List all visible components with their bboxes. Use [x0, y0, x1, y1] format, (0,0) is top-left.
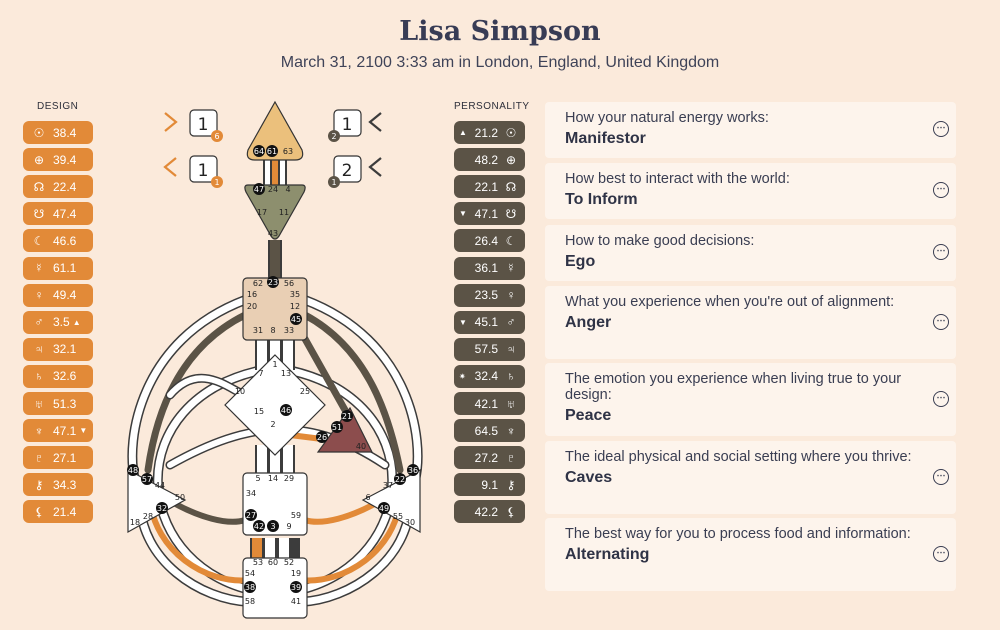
- gate-number: 61: [266, 147, 278, 156]
- activation-value: 47.4: [53, 206, 77, 221]
- gate-number: 52: [283, 558, 295, 567]
- personality-activation[interactable]: [454, 446, 525, 469]
- activation-marker: ▼: [459, 317, 467, 327]
- design-activation[interactable]: [23, 365, 93, 388]
- gate-number: 4: [285, 185, 291, 194]
- insight-card[interactable]: [545, 518, 956, 591]
- gate-number: 57: [141, 475, 153, 484]
- gate-number: 15: [253, 407, 265, 416]
- page-title: Lisa Simpson: [399, 16, 601, 47]
- insight-card[interactable]: [545, 441, 956, 514]
- activation-value: 34.3: [53, 477, 77, 492]
- activation-value: 47.1: [53, 423, 77, 438]
- planet-icon: ♄: [506, 369, 516, 384]
- gate-number: 41: [290, 597, 302, 606]
- more-options-icon[interactable]: ⋯: [933, 182, 949, 198]
- gate-number: 17: [256, 208, 268, 217]
- design-activation[interactable]: [23, 202, 93, 225]
- more-options-icon[interactable]: ⋯: [933, 469, 949, 485]
- chevron-right-icon: [165, 113, 176, 131]
- gate-number: 2: [270, 420, 276, 429]
- gate-number: 60: [267, 558, 279, 567]
- activation-value: 46.6: [53, 233, 77, 248]
- activation-value: 36.1: [474, 261, 498, 275]
- planet-icon: ♃: [506, 342, 516, 357]
- gate-number: 1: [272, 360, 278, 369]
- gate-number: 20: [246, 302, 258, 311]
- design-activation[interactable]: [23, 257, 93, 280]
- design-activation[interactable]: [23, 392, 93, 415]
- card-answer: Alternating: [565, 546, 650, 563]
- planet-icon: ⚸: [506, 504, 516, 519]
- activation-value: 21.4: [53, 504, 77, 519]
- design-activation[interactable]: [23, 148, 93, 171]
- activation-value: 47.1: [474, 206, 498, 221]
- card-answer: Anger: [565, 314, 612, 331]
- activation-marker: ▼: [79, 426, 88, 436]
- activation-value: 32.6: [53, 369, 77, 384]
- gate-number: 48: [127, 466, 139, 475]
- activation-value: 42.1: [474, 396, 498, 411]
- gate-number: 30: [404, 518, 416, 527]
- gate-number: 10: [234, 387, 246, 396]
- activation-value: 45.1: [474, 315, 498, 330]
- gate-number: 45: [290, 315, 302, 324]
- card-question: How your natural energy works:: [565, 110, 769, 126]
- insight-card[interactable]: [545, 363, 956, 436]
- gate-number: 51: [331, 423, 343, 432]
- gate-number: 9: [286, 522, 292, 531]
- design-activation[interactable]: [23, 419, 93, 442]
- card-answer: Caves: [565, 469, 613, 486]
- design-activation[interactable]: [23, 284, 93, 307]
- personality-activation[interactable]: [454, 284, 525, 307]
- birth-info: March 31, 2100 3:33 am in London, England, United Kingdom: [280, 54, 720, 71]
- gate-number: 56: [283, 279, 295, 288]
- gate-number: 38: [244, 583, 256, 592]
- personality-column-label: PERSONALITY: [454, 101, 530, 112]
- bodygraph: [110, 95, 440, 625]
- gate-number: 19: [290, 569, 302, 578]
- planet-icon: ☿: [34, 261, 44, 275]
- design-activation[interactable]: [23, 175, 93, 198]
- gate-number: 7: [258, 369, 264, 378]
- planet-icon: ♂: [34, 315, 44, 330]
- planet-icon: ♂: [506, 315, 516, 330]
- card-answer: Peace: [565, 407, 612, 424]
- activation-value: 32.4: [474, 369, 498, 384]
- personality-activation[interactable]: [454, 311, 525, 334]
- gate-number: 27: [245, 511, 257, 520]
- activation-value: 3.5: [53, 315, 70, 330]
- activation-value: 21.2: [474, 125, 498, 140]
- design-activation[interactable]: [23, 311, 93, 334]
- planet-icon: ☾: [505, 233, 517, 248]
- gate-number: 28: [142, 512, 154, 521]
- gate-number: 47: [253, 185, 265, 194]
- activation-marker: ✷: [459, 371, 466, 381]
- gate-number: 23: [267, 278, 279, 287]
- gate-number: 42: [253, 522, 265, 531]
- personality-activation[interactable]: [454, 229, 525, 252]
- gate-number: 49: [378, 504, 390, 513]
- design-activation[interactable]: [23, 500, 93, 523]
- planet-icon: ☊: [33, 179, 45, 194]
- design-activation[interactable]: [23, 473, 93, 496]
- chevron-left-icon: [370, 158, 381, 176]
- activation-value: 57.5: [474, 342, 498, 357]
- personality-activation[interactable]: [454, 392, 525, 415]
- design-activation[interactable]: [23, 338, 93, 361]
- more-options-icon[interactable]: ⋯: [933, 391, 949, 407]
- gate-number: 37: [382, 481, 394, 490]
- gate-number: 22: [394, 475, 406, 484]
- planet-icon: ⚷: [506, 477, 516, 492]
- design-activation[interactable]: [23, 229, 93, 252]
- gate-number: 40: [355, 442, 367, 451]
- activation-marker: ▲: [459, 128, 467, 137]
- svg-text:1: 1: [197, 115, 209, 135]
- variable-bottom-left: [190, 156, 223, 188]
- variable-top-right: [328, 110, 361, 142]
- personality-activation[interactable]: [454, 121, 525, 144]
- card-answer: To Inform: [565, 191, 638, 208]
- card-question: How to make good decisions:: [565, 233, 755, 249]
- card-answer: Ego: [565, 253, 596, 270]
- more-options-icon[interactable]: ⋯: [933, 121, 949, 137]
- planet-icon: ♀: [506, 288, 516, 303]
- gate-number: 5: [255, 474, 261, 483]
- planet-icon: ☾: [33, 233, 45, 248]
- gate-number: 44: [154, 481, 166, 490]
- insight-card[interactable]: [545, 286, 956, 359]
- planet-icon: ♄: [34, 369, 44, 384]
- planet-icon: ♇: [506, 450, 516, 465]
- gate-number: 14: [267, 474, 279, 483]
- card-question: What you experience when you're out of alignment:: [565, 294, 895, 310]
- design-activation[interactable]: [23, 446, 93, 469]
- activation-value: 27.1: [53, 450, 77, 465]
- gate-number: 16: [246, 290, 258, 299]
- gate-number: 54: [244, 569, 256, 578]
- more-options-icon[interactable]: ⋯: [933, 244, 949, 260]
- planet-icon: ⊕: [33, 152, 45, 167]
- insight-card[interactable]: [545, 163, 956, 219]
- gate-number: 58: [244, 597, 256, 606]
- gate-number: 34: [245, 489, 257, 498]
- planet-icon: ☉: [505, 125, 517, 140]
- svg-text:1: 1: [341, 115, 353, 135]
- planet-icon: ♃: [34, 342, 44, 357]
- svg-text:2: 2: [341, 161, 353, 181]
- activation-value: 39.4: [53, 152, 77, 167]
- personality-activation[interactable]: [454, 473, 525, 496]
- gate-number: 18: [129, 518, 141, 527]
- planet-icon: ⚷: [34, 477, 44, 492]
- svg-text:1: 1: [197, 161, 209, 181]
- gate-number: 11: [278, 208, 290, 217]
- gate-number: 43: [267, 229, 279, 238]
- gate-number: 8: [270, 326, 276, 335]
- svg-text:1: 1: [331, 178, 337, 187]
- activation-marker: ▼: [459, 209, 467, 219]
- gate-number: 31: [252, 326, 264, 335]
- chevron-left-icon: [165, 158, 176, 176]
- svg-text:6: 6: [214, 132, 220, 141]
- personality-activation[interactable]: [454, 365, 525, 388]
- gate-number: 25: [299, 387, 311, 396]
- more-options-icon[interactable]: ⋯: [933, 314, 949, 330]
- activation-value: 27.2: [474, 450, 498, 465]
- design-activation[interactable]: [23, 121, 93, 144]
- activation-value: 23.5: [474, 288, 498, 303]
- activation-value: 42.2: [474, 504, 498, 519]
- gate-number: 26: [316, 433, 328, 442]
- personality-activation[interactable]: [454, 148, 525, 171]
- planet-icon: ☋: [33, 206, 45, 221]
- activation-value: 22.1: [474, 179, 498, 194]
- variable-bottom-right: [328, 156, 361, 188]
- planet-icon: ☊: [505, 179, 517, 194]
- planet-icon: ♇: [34, 450, 44, 465]
- activation-value: 38.4: [53, 125, 77, 140]
- personality-activation[interactable]: [454, 338, 525, 361]
- planet-icon: ☉: [33, 125, 45, 140]
- gate-number: 53: [252, 558, 264, 567]
- design-column-label: DESIGN: [37, 101, 79, 112]
- activation-value: 61.1: [53, 261, 77, 275]
- gate-number: 59: [290, 511, 302, 520]
- svg-text:1: 1: [214, 178, 220, 187]
- gate-number: 64: [253, 147, 265, 156]
- card-question: The best way for you to process food and information:: [565, 526, 911, 542]
- personality-activation[interactable]: [454, 257, 525, 280]
- activation-value: 64.5: [474, 423, 498, 438]
- activation-value: 48.2: [474, 152, 498, 167]
- planet-icon: ♅: [34, 396, 44, 411]
- variable-top-left: [190, 110, 223, 142]
- gate-number: 46: [280, 406, 292, 415]
- gate-number: 21: [341, 412, 353, 421]
- activation-value: 26.4: [474, 233, 498, 248]
- activation-value: 22.4: [53, 179, 77, 194]
- gate-number: 63: [282, 147, 294, 156]
- svg-text:2: 2: [331, 132, 337, 141]
- planet-icon: ⊕: [505, 152, 517, 167]
- insight-card[interactable]: [545, 225, 956, 281]
- planet-icon: ☋: [505, 206, 517, 221]
- gate-number: 50: [174, 493, 186, 502]
- activation-value: 9.1: [481, 477, 498, 492]
- gate-number: 62: [252, 279, 264, 288]
- activation-value: 49.4: [53, 288, 77, 303]
- chevron-left-icon: [370, 113, 381, 131]
- activation-value: 32.1: [53, 342, 77, 357]
- personality-activation[interactable]: [454, 419, 525, 442]
- gate-number: 55: [392, 512, 404, 521]
- planet-icon: ♆: [34, 423, 44, 438]
- more-options-icon[interactable]: ⋯: [933, 546, 949, 562]
- planet-icon: ♅: [506, 396, 516, 411]
- card-question: The emotion you experience when living true to your design:: [565, 371, 902, 403]
- activation-value: 51.3: [53, 396, 77, 411]
- card-question: How best to interact with the world:: [565, 171, 790, 187]
- gate-number: 33: [283, 326, 295, 335]
- activation-marker: ▲: [72, 317, 81, 327]
- personality-activation[interactable]: [454, 202, 525, 225]
- personality-activation[interactable]: [454, 175, 525, 198]
- gate-number: 35: [289, 290, 301, 299]
- planet-icon: ⚸: [34, 504, 44, 519]
- insight-card[interactable]: [545, 102, 956, 158]
- gate-number: 13: [280, 369, 292, 378]
- gate-number: 39: [290, 583, 302, 592]
- gate-number: 3: [270, 522, 276, 531]
- gate-number: 24: [267, 185, 279, 194]
- gate-number: 12: [289, 302, 301, 311]
- gate-number: 29: [283, 474, 295, 483]
- gate-number: 6: [365, 493, 371, 502]
- planet-icon: ☿: [506, 261, 516, 275]
- card-answer: Manifestor: [565, 130, 646, 147]
- personality-activation[interactable]: [454, 500, 525, 523]
- gate-number: 32: [156, 504, 168, 513]
- planet-icon: ♀: [34, 288, 44, 303]
- gate-number: 36: [407, 466, 419, 475]
- planet-icon: ♆: [506, 423, 516, 438]
- card-question: The ideal physical and social setting where you thrive:: [565, 449, 912, 465]
